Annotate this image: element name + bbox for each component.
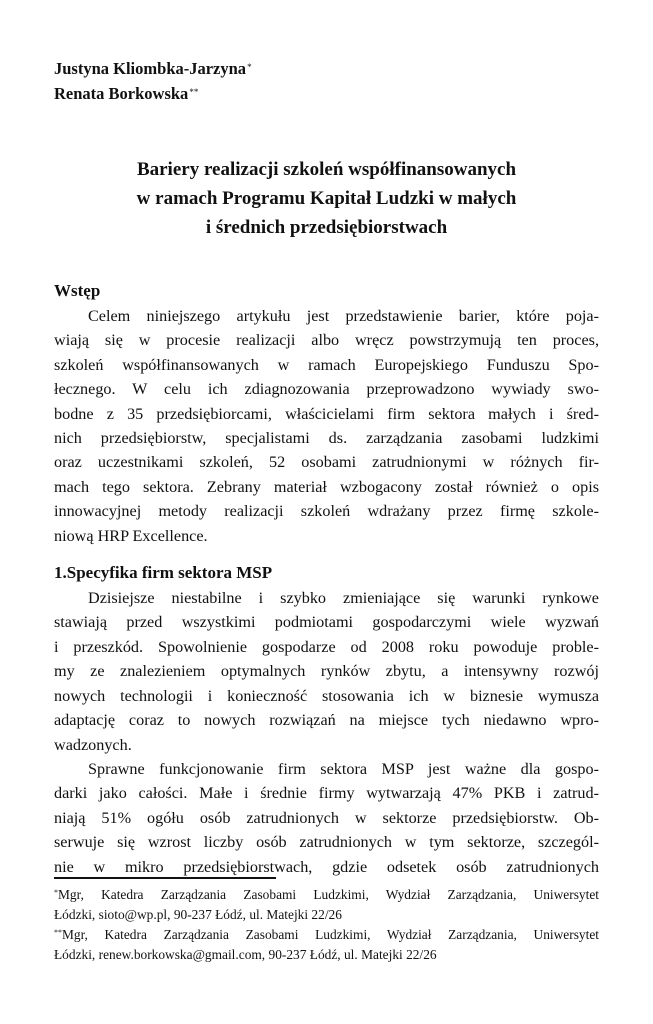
footnote-marker: * <box>247 62 252 72</box>
text-line: mach tego sektora. Zebrany materiał wzbogacony został również o opis <box>54 477 599 496</box>
text-line: nich przedsiębiorstw, specjalistami ds. zarządzania zasobami ludzkimi <box>54 429 599 448</box>
title-line: w ramach Programu Kapitał Ludzki w małych <box>136 188 517 209</box>
section-1-heading: 1.Specyfika firm sektora MSP <box>54 563 273 583</box>
footnote-line: Łódzki, renew.borkowska@gmail.com, 90-237 Łódź, ul. Matejki 22/26 <box>54 947 437 962</box>
footnote-text: Mgr, Katedra Zarządzania Zasobami Ludzkimi, Wydział Zarządzania, Uniwersytet <box>62 927 599 942</box>
footnote-separator <box>54 877 276 879</box>
text-line: Sprawne funkcjonowanie firm sektora MSP jest ważne dla gospo- <box>88 759 599 778</box>
footnote-line <box>54 925 599 945</box>
footnote-1 <box>54 885 599 925</box>
title-line: i średnich przedsiębiorstwach <box>205 217 448 238</box>
text-line: stawiają przed wszystkimi podmiotami gospodarczymi wiele wyzwań <box>54 613 599 632</box>
footnote-marker: ** <box>54 928 62 937</box>
author-1 <box>54 56 599 81</box>
footnote-marker: * <box>54 888 58 897</box>
text-line: niają 51% ogółu osób zatrudnionych w sektorze przedsiębiorstw. Ob- <box>54 808 599 827</box>
footnote-marker: ** <box>189 87 199 97</box>
author-list <box>54 56 599 106</box>
article-title <box>54 155 599 242</box>
text-line: i przeszkód. Spowolnienie gospodarze od 2008 roku powoduje proble- <box>54 637 599 656</box>
author-2 <box>54 81 599 106</box>
text-line: niową HRP Excellence. <box>54 526 208 545</box>
text-line: nie w mikro przedsiębiorstwach, gdzie odsetek osób zatrudnionych <box>54 857 599 876</box>
text-line: szkoleń współfinansowanych w ramach Europejskiego Funduszu Spo- <box>54 355 599 374</box>
text-line: wadzonych. <box>54 735 132 754</box>
text-line: serwuje się wzrost liczby osób zatrudnionych w tym sektorze, szczegól- <box>54 833 599 852</box>
section-1-paragraph-2 <box>54 757 599 879</box>
intro-heading: Wstęp <box>54 281 101 300</box>
text-line: darki jako całości. Małe i średnie firmy wytwarzają 47% PKB i zatrud- <box>54 784 599 803</box>
footnote-line: Łódzki, sioto@wp.pl, 90-237 Łódź, ul. Matejki 22/26 <box>54 907 342 922</box>
footnote-text: Mgr, Katedra Zarządzania Zasobami Ludzkimi, Wydział Zarządzania, Uniwersytet <box>58 887 599 902</box>
text-line: adaptację coraz to nowych rozwiązań na miejsce tych niedawno wpro- <box>54 711 599 730</box>
text-line: wiają się w procesie realizacji albo wręcz powstrzymują ten proces, <box>54 331 599 350</box>
text-line: oraz uczestnikami szkoleń, 52 osobami zatrudnionymi w różnych fir- <box>54 453 599 472</box>
section-1-paragraph-1 <box>54 586 599 757</box>
author-name: Justyna Kliombka-Jarzyna <box>54 59 247 78</box>
footnote-2 <box>54 925 599 965</box>
footnote-line <box>54 885 599 905</box>
text-line: my ze znalezieniem optymalnych rynków zbytu, a intensywny rozwój <box>54 662 599 681</box>
text-line: bodne z 35 przedsiębiorcami, właścicielami firm sektora małych i śred- <box>54 404 599 423</box>
author-name: Renata Borkowska <box>54 84 189 103</box>
text-line: innowacyjnej metody realizacji szkoleń wdrażany przez firmę szkole- <box>54 502 599 521</box>
footnotes <box>54 885 599 965</box>
title-line: Bariery realizacji szkoleń współfinansowanych <box>136 159 517 180</box>
text-line: łecznego. W celu ich zdiagnozowania przeprowadzono wywiady swo- <box>54 380 599 399</box>
text-line: nowych technologii i konieczność stosowania ich w biznesie wymusza <box>54 686 599 705</box>
intro-paragraph <box>54 304 599 548</box>
text-line: Celem niniejszego artykułu jest przedstawienie barier, które poja- <box>88 307 599 325</box>
text-line: Dzisiejsze niestabilne i szybko zmieniające się warunki rynkowe <box>88 589 599 608</box>
article-page <box>54 56 599 879</box>
